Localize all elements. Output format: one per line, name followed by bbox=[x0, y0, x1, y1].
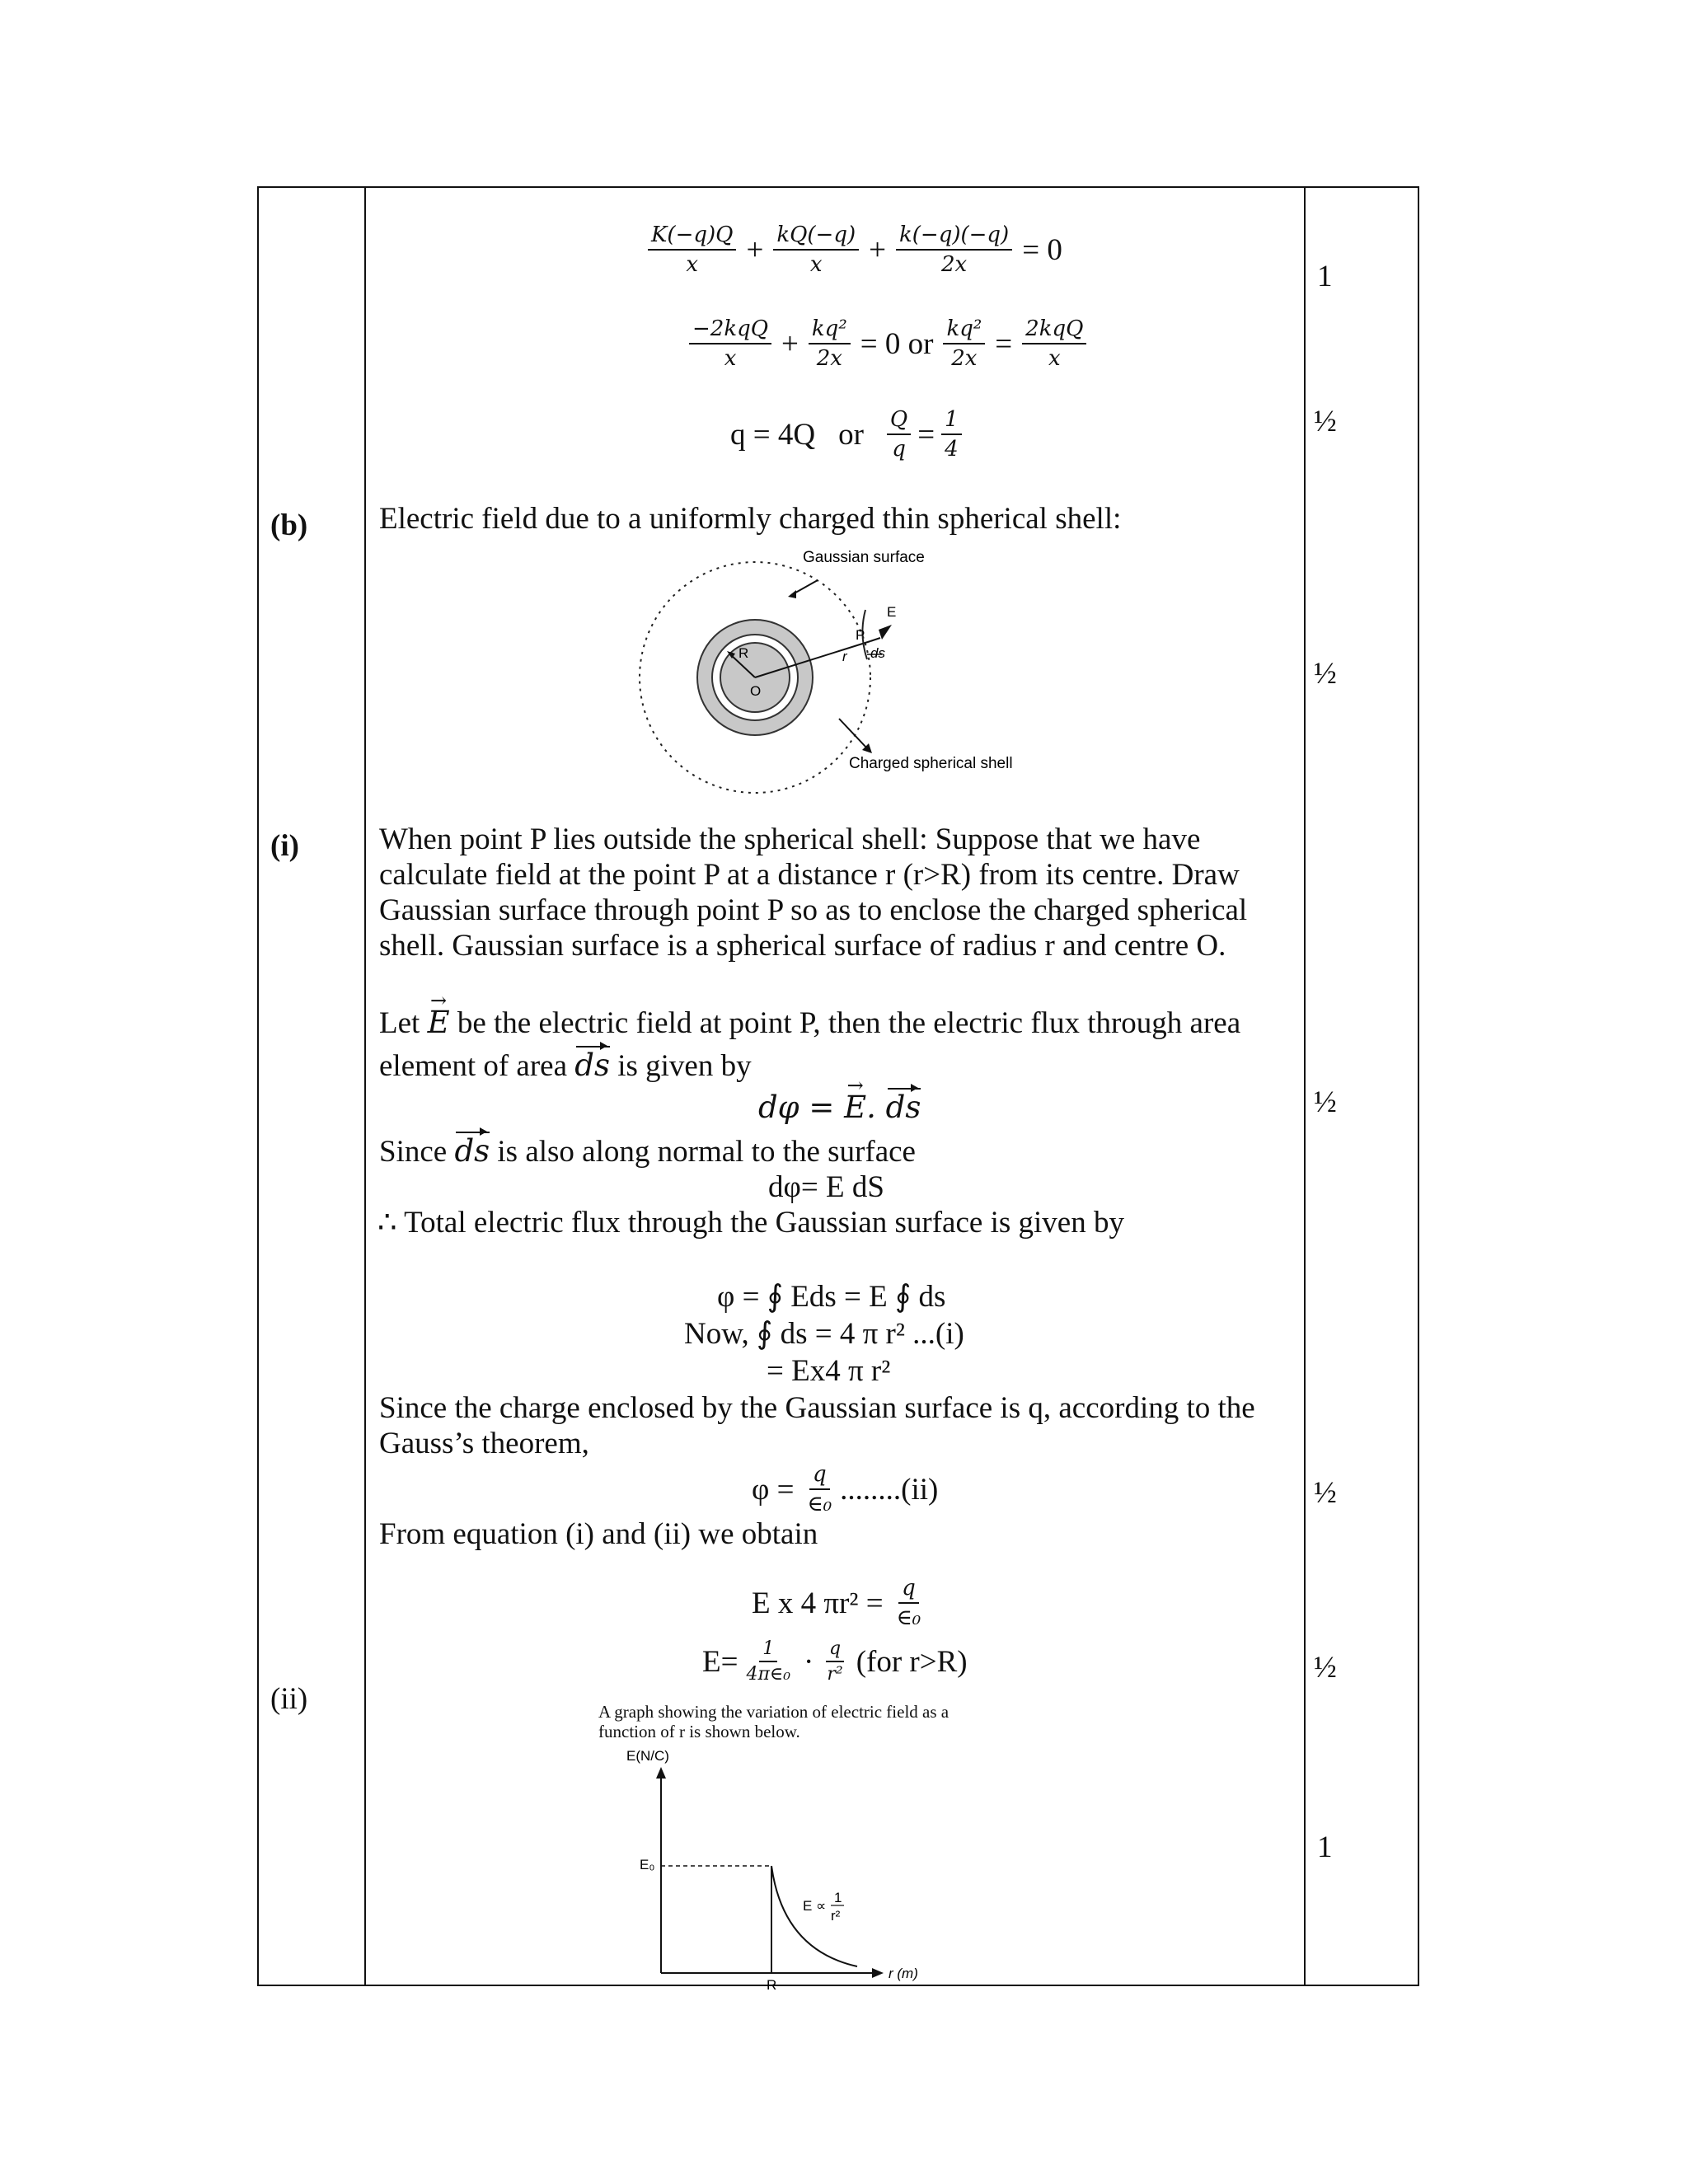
mark-7: 1 bbox=[1317, 1830, 1333, 1864]
para-outside-4: shell. Gaussian surface is a spherical surface of radius r and centre O. bbox=[379, 929, 1226, 963]
mark-2: ½ bbox=[1314, 405, 1337, 438]
eq1-term3-num: k(−q)(−q) bbox=[896, 223, 1012, 251]
eq3-frac2-den: 4 bbox=[945, 437, 959, 462]
graph-y-axis-label: E(N/C) bbox=[626, 1748, 669, 1764]
eq3-frac2-num: 1 bbox=[941, 407, 962, 435]
mark-5: ½ bbox=[1314, 1476, 1337, 1510]
shell-pointer-line bbox=[839, 719, 867, 748]
since-ds: ds bbox=[454, 1133, 490, 1169]
mark-4: ½ bbox=[1314, 1085, 1337, 1119]
eq2-term2-num: kq² bbox=[809, 316, 851, 344]
graph-R-label: R bbox=[767, 1977, 777, 1993]
mark-3: ½ bbox=[1314, 657, 1337, 691]
eq3-equals: = bbox=[917, 417, 935, 452]
para-flux-2 bbox=[379, 1047, 752, 1084]
R-label: R bbox=[738, 645, 749, 661]
graph-y-arrowhead bbox=[656, 1767, 666, 1779]
eq2-equals: = bbox=[995, 326, 1013, 361]
label-i: (i) bbox=[270, 829, 299, 863]
equation-3 bbox=[725, 407, 967, 462]
field-E-label: E bbox=[887, 604, 897, 620]
label-b: (b) bbox=[270, 509, 308, 542]
from-equations-line: From equation (i) and (ii) we obtain bbox=[379, 1517, 818, 1551]
eq-e1-den: ∈₀ bbox=[896, 1605, 921, 1630]
since-b: is also along normal to the surface bbox=[490, 1135, 916, 1169]
equation-1 bbox=[643, 223, 1067, 277]
vector-ds: ds bbox=[574, 1047, 610, 1083]
spherical-shell-figure bbox=[626, 544, 1055, 791]
equation-2 bbox=[684, 316, 1091, 371]
gaussian-pointer-arrowhead bbox=[788, 590, 796, 598]
point-P-label: P bbox=[856, 627, 865, 643]
mark-1: 1 bbox=[1317, 260, 1333, 293]
field-E-line bbox=[870, 638, 880, 641]
eq-phi-3: = Ex4 π r² bbox=[767, 1354, 891, 1388]
eq2-term1-den: x bbox=[724, 346, 737, 371]
eq-dphi-E: E → bbox=[844, 1090, 866, 1125]
ds-label: ds bbox=[870, 645, 885, 661]
field-E-arrowhead bbox=[879, 625, 892, 640]
eq-dphi-lhs: dφ = bbox=[758, 1090, 845, 1125]
eq3-frac1-den: q bbox=[892, 437, 906, 462]
eq3-frac1-num: Q bbox=[887, 407, 911, 435]
r-label: r bbox=[842, 649, 847, 664]
eq-ii-num: q bbox=[809, 1462, 830, 1490]
label-ii: (ii) bbox=[270, 1682, 308, 1716]
charged-shell-label: Charged spherical shell bbox=[849, 755, 1013, 772]
eq-e1-num: q bbox=[898, 1576, 919, 1604]
eq-e2-den2: r² bbox=[827, 1664, 843, 1685]
eq1-term1-den: x bbox=[686, 252, 699, 277]
eq1-term2-den: x bbox=[809, 252, 823, 277]
eq-dphi-2: dφ= E dS bbox=[768, 1170, 884, 1204]
graph-x-axis-label: r (m) bbox=[889, 1966, 918, 1981]
column-divider-1 bbox=[364, 188, 366, 1985]
eq-dphi-dot: . bbox=[866, 1090, 886, 1125]
eq1-rhs: = 0 bbox=[1022, 232, 1062, 267]
graph-caption-2: function of r is shown below. bbox=[598, 1722, 800, 1741]
graph-prop-den: r² bbox=[831, 1908, 841, 1924]
graph-x-arrowhead bbox=[872, 1968, 884, 1978]
eq2-term3-den: 2x bbox=[951, 346, 978, 371]
eq-ii-lhs: φ = bbox=[752, 1472, 795, 1507]
eq2-term4-num: 2kqQ bbox=[1022, 316, 1086, 344]
para-flux-1b: be the electric field at point P, then the electric flux through area bbox=[449, 1006, 1241, 1040]
eq-e1 bbox=[747, 1576, 929, 1630]
para-flux-1 bbox=[379, 1005, 1240, 1041]
charge-line-2: Gauss’s theorem, bbox=[379, 1427, 589, 1460]
eq1-plus-1: + bbox=[746, 232, 764, 267]
eq1-term1-num: K(−q)Q bbox=[648, 223, 736, 251]
eq-ii-rhs: ........(ii) bbox=[840, 1472, 939, 1507]
eq-e2-lhs: E= bbox=[702, 1644, 738, 1679]
gaussian-surface-label: Gaussian surface bbox=[803, 549, 925, 566]
eq-phi-2: Now, ∮ ds = 4 π r² ...(i) bbox=[684, 1317, 964, 1351]
para-flux-2b: is given by bbox=[609, 1049, 752, 1083]
column-divider-2 bbox=[1304, 188, 1306, 1985]
field-variation-graph bbox=[610, 1746, 940, 1993]
eq-e1-lhs: E x 4 πr² = bbox=[752, 1586, 884, 1620]
graph-curve bbox=[771, 1866, 857, 1966]
graph-caption-1: A graph showing the variation of electric field as a bbox=[598, 1702, 950, 1722]
eq3-or: or bbox=[838, 417, 864, 452]
eq2-term4-den: x bbox=[1048, 346, 1061, 371]
eq-ii bbox=[747, 1462, 943, 1516]
eq3-lhs: q = 4Q bbox=[730, 417, 816, 452]
eq-e2-rhs: (for r>R) bbox=[856, 1644, 968, 1679]
eq-e2-num1: 1 bbox=[759, 1638, 777, 1662]
eq-phi-1: φ = ∮ Eds = E ∮ ds bbox=[717, 1280, 946, 1314]
since-a: Since bbox=[379, 1135, 455, 1169]
eq2-term3-num: kq² bbox=[943, 316, 985, 344]
para-outside-1: When point P lies outside the spherical shell: Suppose that we have bbox=[379, 823, 1201, 856]
eq-dphi bbox=[758, 1090, 921, 1125]
total-flux-line: ∴ Total electric flux through the Gaussian surface is given by bbox=[377, 1206, 1124, 1240]
para-flux-2a: element of area bbox=[379, 1049, 575, 1083]
para-flux-1a: Let bbox=[379, 1006, 428, 1040]
eq-e2-dot: · bbox=[804, 1644, 814, 1679]
para-outside-3: Gaussian surface through point P so as to enclose the charged spherical bbox=[379, 893, 1248, 927]
graph-e0-label: E₀ bbox=[640, 1857, 655, 1872]
eq-e2 bbox=[697, 1638, 973, 1685]
eq-dphi-ds: ds bbox=[885, 1090, 921, 1125]
eq1-term2-num: kQ(−q) bbox=[773, 223, 859, 251]
eq1-plus-2: + bbox=[869, 232, 887, 267]
O-label: O bbox=[750, 683, 762, 699]
graph-prop-num: 1 bbox=[834, 1890, 842, 1905]
since-line bbox=[379, 1133, 916, 1169]
eq2-term1-num: −2kqQ bbox=[689, 316, 771, 344]
eq2-plus: + bbox=[781, 326, 799, 361]
eq-e2-den1: 4π∈₀ bbox=[746, 1664, 791, 1685]
eq-e2-num2: q bbox=[826, 1638, 844, 1662]
charge-line-1: Since the charge enclosed by the Gaussian surface is q, according to the bbox=[379, 1391, 1255, 1425]
para-outside-2: calculate field at the point P at a distance r (r>R) from its centre. Draw bbox=[379, 858, 1240, 892]
eq-ii-den: ∈₀ bbox=[807, 1492, 832, 1516]
eq1-term3-den: 2x bbox=[941, 252, 968, 277]
eq2-term2-den: 2x bbox=[816, 346, 842, 371]
mark-6: ½ bbox=[1314, 1651, 1337, 1685]
graph-prop-label: E ∝ bbox=[803, 1898, 827, 1914]
eq2-mid: = 0 or bbox=[860, 326, 934, 361]
vector-E: E → bbox=[428, 1005, 450, 1040]
section-b-heading: Electric field due to a uniformly charged thin spherical shell: bbox=[379, 502, 1122, 536]
